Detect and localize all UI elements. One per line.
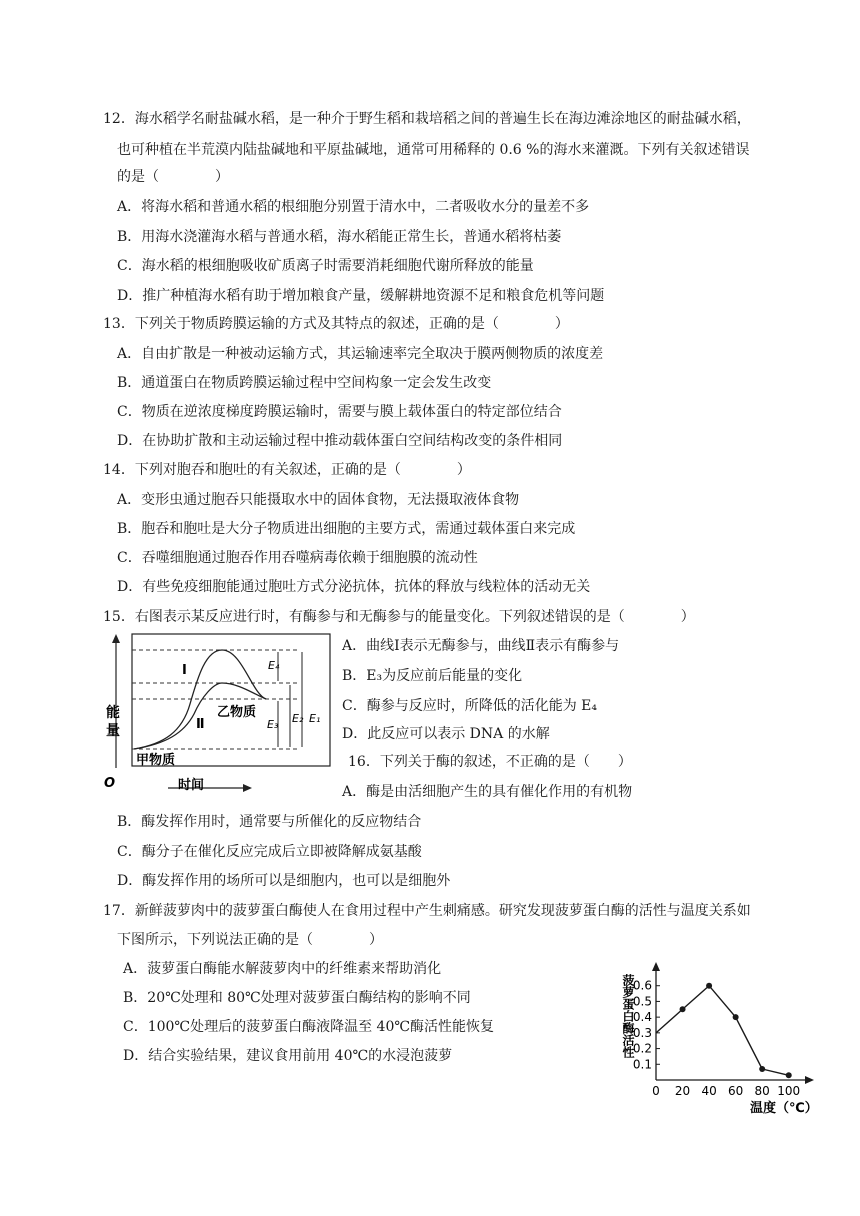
y-tick-label: 0.2 [632,1041,652,1056]
question-13-stem: 13．下列关于物质跨膜运输的方式及其特点的叙述，正确的是（ ） [103,316,569,332]
question-14-option-d: D．有些免疫细胞能通过胞吐方式分泌抗体，抗体的释放与线粒体的活动无关 [117,579,591,595]
reactant-label: 甲物质 [136,753,176,768]
x-tick-label: 20 [674,1084,691,1098]
y-tick-label: 0.4 [632,1010,652,1025]
chart-y-axis-arrowhead [652,962,660,971]
curve-2-label: Ⅱ [196,717,205,732]
question-17-option-a: A．菠萝蛋白酶能水解菠萝肉中的纤维素来帮助消化 [123,961,442,977]
question-14-stem: 14．下列对胞吞和胞吐的有关叙述，正确的是（ ） [103,462,471,478]
x-tick-label: 0 [652,1084,660,1098]
y-tick-label: 0.5 [632,994,652,1009]
question-12-stem-line-2: 也可种植在半荒漠内陆盐碱地和平原盐碱地，通常可用稀释的 0.6 %的海水来灌溉。下列有关叙述错误 [117,142,750,158]
question-15-option-c: C．酶参与反应时，所降低的活化能为 E₄ [342,698,597,714]
chart-ylabel: 菠萝蛋白酶活性 [621,974,635,1058]
question-12-option-c: C．海水稻的根细胞吸收矿质离子时需要消耗细胞代谢所释放的能量 [117,258,534,274]
data-point [733,1014,739,1020]
energy-ylabel-1: 能 [106,705,120,721]
question-15-option-a: A．曲线Ⅰ表示无酶参与，曲线Ⅱ表示有酶参与 [342,638,620,654]
question-15-option-b: B．E₃为反应前后能量的变化 [342,668,523,684]
question-16-stem: 16．下列关于酶的叙述，不正确的是（ ） [348,754,632,770]
question-16-option-d: D．酶发挥作用的场所可以是细胞内，也可以是细胞外 [117,873,451,889]
y-tick-label: 0.6 [632,978,652,993]
question-16-option-a: A．酶是由活细胞产生的具有催化作用的有机物 [342,784,633,800]
e3-label: E₃ [267,718,279,731]
question-12-stem-line-1: 12．海水稻学名耐盐碱水稻，是一种介于野生稻和栽培稻之间的普遍生长在海边滩涂地区的耐盐碱水稻， [103,111,751,127]
enzyme-activity-chart [610,956,824,1116]
data-point [706,983,712,989]
y-tick-label: 0.1 [632,1057,652,1072]
question-14-option-c: C．吞噬细胞通过胞吞作用吞噬病毒依赖于细胞膜的流动性 [117,550,478,566]
chart-xlabel: 温度（℃） [750,1101,818,1116]
chart-x-axis-arrowhead [805,1076,814,1084]
question-13-option-b: B．通道蛋白在物质跨膜运输过程中空间构象一定会发生改变 [117,375,492,391]
data-point [680,1006,686,1012]
question-16-option-b: B．酶发挥作用时，通常要与所催化的反应物结合 [117,814,422,830]
energy-axis-arrowhead [112,634,120,643]
question-12-option-b: B．用海水浇灌海水稻与普通水稻，海水稻能正常生长，普通水稻将枯萎 [117,229,562,245]
question-17-stem-line-1: 17．新鲜菠萝肉中的菠萝蛋白酶使人在食用过程中产生刺痛感。研究发现菠萝蛋白酶的活性与温度关系如 [103,903,751,919]
data-point [786,1072,792,1078]
question-13-option-c: C．物质在逆浓度梯度跨膜运输时，需要与膜上载体蛋白的特定部位结合 [117,404,562,420]
question-12-option-a: A．将海水稻和普通水稻的根细胞分别置于清水中，二者吸收水分的量差不多 [117,199,590,215]
question-12-stem-line-3: 的是（ ） [117,169,229,185]
question-17-option-c: C．100℃处理后的菠萝蛋白酶液降温至 40℃酶活性能恢复 [123,1019,495,1035]
question-17-option-b: B．20℃处理和 80℃处理对菠萝蛋白酶结构的影响不同 [123,990,471,1006]
question-15-stem: 15．右图表示某反应进行时，有酶参与和无酶参与的能量变化。下列叙述错误的是（ ） [103,609,695,625]
data-point [759,1066,765,1072]
question-15-option-d: D．此反应可以表示 DNA 的水解 [342,726,550,742]
x-tick-label: 40 [701,1084,717,1098]
y-tick-label: 0.3 [632,1025,652,1040]
e4-label: E₄ [268,659,280,672]
question-12-option-d: D．推广种植海水稻有助于增加粮食产量，缓解耕地资源不足和粮食危机等问题 [117,288,605,304]
activity-series-line [656,986,789,1076]
origin-label: O [104,776,116,791]
x-tick-label: 60 [727,1084,744,1098]
energy-diagram [104,632,334,796]
chart-axes [652,962,814,1084]
x-tick-label: 100 [777,1084,801,1098]
question-13-option-d: D．在协助扩散和主动运输过程中推动载体蛋白空间结构改变的条件相同 [117,433,563,449]
energy-ylabel-2: 量 [106,723,120,739]
question-17-stem-line-2: 下图所示，下列说法正确的是（ ） [117,932,383,948]
question-13-option-a: A．自由扩散是一种被动运输方式，其运输速率完全取决于膜两侧物质的浓度差 [117,346,604,362]
e1-label: E₁ [309,712,321,725]
e2-label: E₂ [292,712,304,725]
time-axis-arrowhead [243,784,252,792]
product-label: 乙物质 [217,705,257,720]
question-14-option-a: A．变形虫通过胞吞只能摄取水中的固体食物，无法摄取液体食物 [117,492,520,508]
x-tick-label: 80 [754,1084,770,1098]
question-14-option-b: B．胞吞和胞吐是大分子物质进出细胞的主要方式，需通过载体蛋白来完成 [117,521,576,537]
time-xlabel: 时间 [178,778,205,793]
question-17-option-d: D．结合实验结果，建议食用前用 40℃的水浸泡菠萝 [123,1048,453,1064]
question-16-option-c: C．酶分子在催化反应完成后立即被降解成氨基酸 [117,844,422,860]
chart-series [656,983,792,1079]
curve-1-label: Ⅰ [182,663,187,678]
